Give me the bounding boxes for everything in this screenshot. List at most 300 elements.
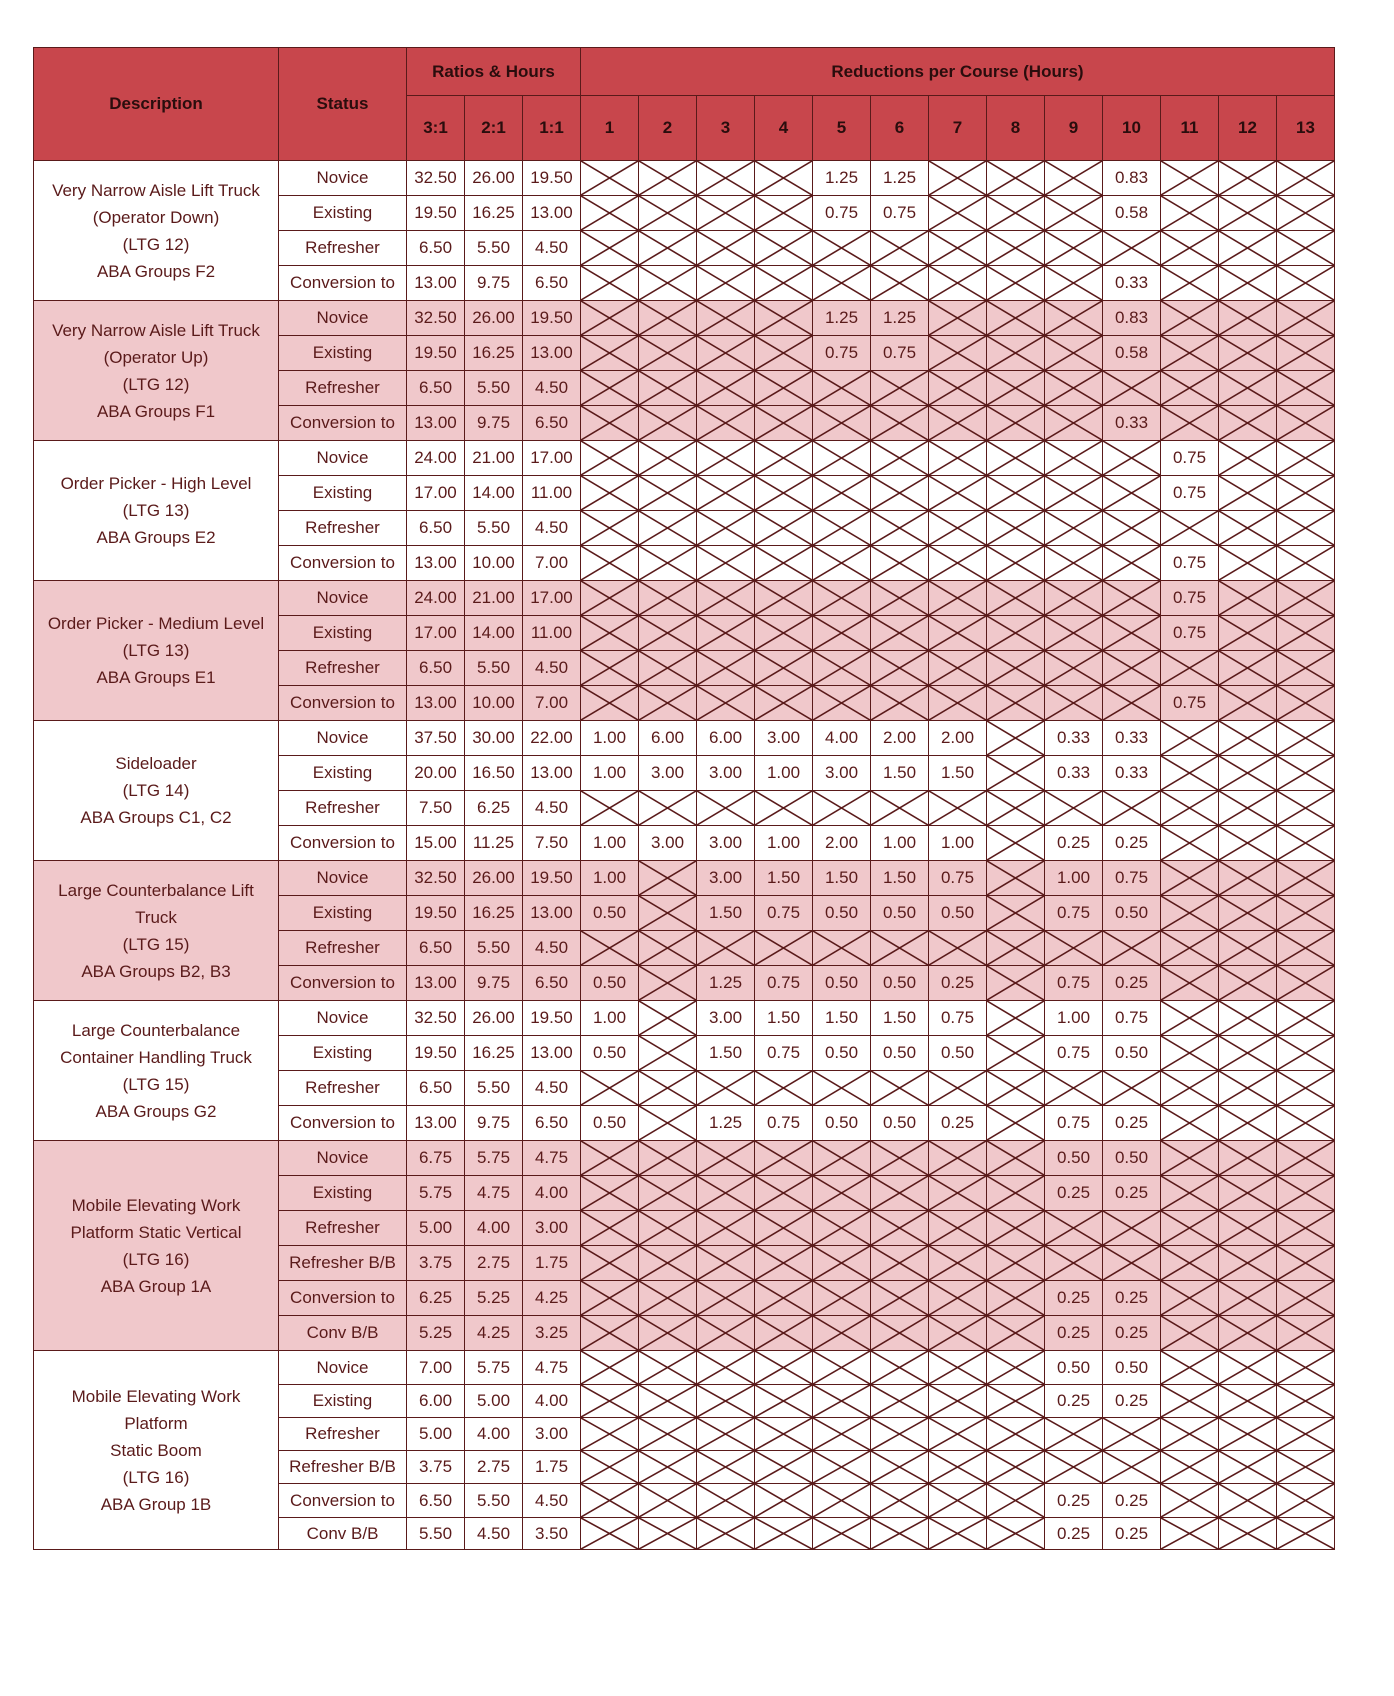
- cross-icon: [697, 1176, 754, 1210]
- ratio-hours-cell: 6.50: [523, 406, 581, 441]
- cross-icon: [639, 161, 696, 195]
- cross-icon: [871, 581, 928, 615]
- description-line: (Operator Up): [103, 347, 209, 367]
- reduction-cell: 1.50: [871, 756, 929, 791]
- cross-icon: [1277, 1351, 1334, 1384]
- ratio-hours-cell: 4.50: [523, 651, 581, 686]
- ratio-hours-cell: 4.50: [523, 1071, 581, 1106]
- not-applicable-cross-icon: [581, 301, 639, 336]
- not-applicable-cross-icon: [1161, 721, 1219, 756]
- not-applicable-cross-icon: [1045, 616, 1103, 651]
- cross-icon: [987, 1211, 1044, 1245]
- ratio-hours-cell: 9.75: [465, 266, 523, 301]
- description-line: Container Handling Truck: [60, 1047, 252, 1067]
- not-applicable-cross-icon: [1219, 966, 1277, 1001]
- cross-icon: [639, 441, 696, 475]
- cross-icon: [871, 616, 928, 650]
- not-applicable-cross-icon: [987, 931, 1045, 966]
- not-applicable-cross-icon: [697, 1518, 755, 1550]
- cross-icon: [581, 476, 638, 510]
- description-line: Very Narrow Aisle Lift Truck: [52, 180, 260, 200]
- not-applicable-cross-icon: [1219, 336, 1277, 371]
- cross-icon: [929, 1211, 986, 1245]
- reduction-cell: 3.00: [639, 826, 697, 861]
- not-applicable-cross-icon: [1103, 546, 1161, 581]
- cross-icon: [639, 616, 696, 650]
- reduction-cell: 0.75: [755, 896, 813, 931]
- cross-icon: [987, 441, 1044, 475]
- not-applicable-cross-icon: [581, 1141, 639, 1176]
- cross-icon: [871, 441, 928, 475]
- not-applicable-cross-icon: [1161, 896, 1219, 931]
- not-applicable-cross-icon: [639, 1316, 697, 1351]
- not-applicable-cross-icon: [1045, 1071, 1103, 1106]
- not-applicable-cross-icon: [871, 1351, 929, 1385]
- ratio-hours-cell: 4.75: [523, 1351, 581, 1385]
- ratio-hours-cell: 6.50: [407, 651, 465, 686]
- not-applicable-cross-icon: [639, 476, 697, 511]
- description-line: Very Narrow Aisle Lift Truck: [52, 320, 260, 340]
- ratio-hours-cell: 16.50: [465, 756, 523, 791]
- not-applicable-cross-icon: [813, 371, 871, 406]
- cross-icon: [929, 546, 986, 580]
- not-applicable-cross-icon: [581, 546, 639, 581]
- cross-icon: [1045, 161, 1102, 195]
- not-applicable-cross-icon: [1277, 1518, 1335, 1550]
- not-applicable-cross-icon: [871, 266, 929, 301]
- cross-icon: [639, 1281, 696, 1315]
- ratio-hours-cell: 21.00: [465, 581, 523, 616]
- reduction-cell: 0.25: [1103, 1176, 1161, 1211]
- reduction-cell: 1.00: [755, 756, 813, 791]
- not-applicable-cross-icon: [1277, 1106, 1335, 1141]
- cross-icon: [813, 1518, 870, 1549]
- cross-icon: [813, 686, 870, 720]
- cross-icon: [987, 1418, 1044, 1450]
- ratio-hours-cell: 4.75: [523, 1141, 581, 1176]
- status-cell: Existing: [279, 1385, 407, 1418]
- cross-icon: [871, 1141, 928, 1175]
- not-applicable-cross-icon: [1103, 1451, 1161, 1484]
- cross-icon: [813, 441, 870, 475]
- not-applicable-cross-icon: [1161, 1451, 1219, 1484]
- cross-icon: [1045, 686, 1102, 720]
- cross-icon: [581, 1281, 638, 1315]
- cross-icon: [755, 1281, 812, 1315]
- not-applicable-cross-icon: [755, 336, 813, 371]
- not-applicable-cross-icon: [813, 1281, 871, 1316]
- equipment-description: [34, 1351, 279, 1550]
- cross-icon: [1045, 336, 1102, 370]
- not-applicable-cross-icon: [639, 266, 697, 301]
- not-applicable-cross-icon: [929, 161, 987, 196]
- not-applicable-cross-icon: [1219, 791, 1277, 826]
- not-applicable-cross-icon: [639, 301, 697, 336]
- cross-icon: [1219, 336, 1276, 370]
- not-applicable-cross-icon: [813, 1071, 871, 1106]
- cross-icon: [639, 1451, 696, 1483]
- not-applicable-cross-icon: [639, 406, 697, 441]
- cross-icon: [639, 476, 696, 510]
- cross-icon: [581, 441, 638, 475]
- table-row: [34, 161, 1335, 196]
- cross-icon: [1219, 581, 1276, 615]
- not-applicable-cross-icon: [1219, 1176, 1277, 1211]
- header-course-9: 9: [1045, 96, 1103, 161]
- cross-icon: [987, 1316, 1044, 1350]
- cross-icon: [1219, 826, 1276, 860]
- cross-icon: [755, 161, 812, 195]
- cross-icon: [1161, 1351, 1218, 1384]
- cross-icon: [1277, 1071, 1334, 1105]
- cross-icon: [1277, 1036, 1334, 1070]
- not-applicable-cross-icon: [1161, 861, 1219, 896]
- cross-icon: [813, 1316, 870, 1350]
- cross-icon: [929, 1141, 986, 1175]
- not-applicable-cross-icon: [929, 406, 987, 441]
- cross-icon: [639, 1518, 696, 1549]
- ratio-hours-cell: 13.00: [407, 1106, 465, 1141]
- cross-icon: [1277, 266, 1334, 300]
- cross-icon: [697, 511, 754, 545]
- cross-icon: [697, 476, 754, 510]
- cross-icon: [1219, 686, 1276, 720]
- cross-icon: [871, 371, 928, 405]
- cross-icon: [1161, 1281, 1218, 1315]
- not-applicable-cross-icon: [929, 1385, 987, 1418]
- ratio-hours-cell: 5.75: [465, 1141, 523, 1176]
- reduction-cell: 0.50: [581, 966, 639, 1001]
- cross-icon: [1161, 1211, 1218, 1245]
- not-applicable-cross-icon: [581, 1176, 639, 1211]
- not-applicable-cross-icon: [813, 511, 871, 546]
- ratio-hours-cell: 4.50: [523, 791, 581, 826]
- ratio-hours-cell: 3.50: [523, 1518, 581, 1550]
- not-applicable-cross-icon: [1045, 1246, 1103, 1281]
- cross-icon: [697, 1484, 754, 1517]
- ratio-hours-cell: 37.50: [407, 721, 465, 756]
- cross-icon: [1219, 966, 1276, 1000]
- not-applicable-cross-icon: [755, 686, 813, 721]
- not-applicable-cross-icon: [1103, 476, 1161, 511]
- cross-icon: [581, 1211, 638, 1245]
- not-applicable-cross-icon: [1219, 231, 1277, 266]
- cross-icon: [1103, 476, 1160, 510]
- ratio-hours-cell: 7.50: [523, 826, 581, 861]
- not-applicable-cross-icon: [755, 1246, 813, 1281]
- status-cell: Conversion to: [279, 686, 407, 721]
- not-applicable-cross-icon: [1219, 756, 1277, 791]
- description-line: ABA Groups E1: [96, 668, 216, 687]
- cross-icon: [1045, 511, 1102, 545]
- header-course-10: 10: [1103, 96, 1161, 161]
- cross-icon: [1277, 686, 1334, 720]
- not-applicable-cross-icon: [1277, 896, 1335, 931]
- not-applicable-cross-icon: [1103, 441, 1161, 476]
- cross-icon: [1219, 756, 1276, 790]
- not-applicable-cross-icon: [697, 406, 755, 441]
- cross-icon: [1219, 1451, 1276, 1483]
- cross-icon: [1277, 966, 1334, 1000]
- not-applicable-cross-icon: [813, 686, 871, 721]
- not-applicable-cross-icon: [929, 581, 987, 616]
- status-cell: Conversion to: [279, 546, 407, 581]
- cross-icon: [1045, 301, 1102, 335]
- reduction-cell: 0.75: [1161, 441, 1219, 476]
- reduction-cell: 0.75: [1045, 1036, 1103, 1071]
- description-line: Platform: [124, 1413, 188, 1433]
- not-applicable-cross-icon: [1219, 686, 1277, 721]
- not-applicable-cross-icon: [871, 441, 929, 476]
- cross-icon: [697, 266, 754, 300]
- not-applicable-cross-icon: [1161, 231, 1219, 266]
- cross-icon: [987, 931, 1044, 965]
- not-applicable-cross-icon: [987, 1418, 1045, 1451]
- not-applicable-cross-icon: [1219, 301, 1277, 336]
- cross-icon: [1045, 1211, 1102, 1245]
- not-applicable-cross-icon: [639, 1036, 697, 1071]
- description-line: (LTG 16): [122, 1249, 190, 1269]
- reduction-cell: 0.50: [1045, 1141, 1103, 1176]
- reduction-cell: 0.33: [1045, 756, 1103, 791]
- ratio-hours-cell: 5.50: [407, 1518, 465, 1550]
- reduction-cell: 1.25: [871, 161, 929, 196]
- not-applicable-cross-icon: [639, 651, 697, 686]
- cross-icon: [1219, 791, 1276, 825]
- cross-icon: [1045, 791, 1102, 825]
- cross-icon: [1045, 616, 1102, 650]
- not-applicable-cross-icon: [1219, 1418, 1277, 1451]
- not-applicable-cross-icon: [987, 1211, 1045, 1246]
- cross-icon: [639, 371, 696, 405]
- not-applicable-cross-icon: [697, 371, 755, 406]
- not-applicable-cross-icon: [813, 476, 871, 511]
- not-applicable-cross-icon: [987, 196, 1045, 231]
- not-applicable-cross-icon: [1219, 581, 1277, 616]
- not-applicable-cross-icon: [755, 1281, 813, 1316]
- not-applicable-cross-icon: [1161, 826, 1219, 861]
- not-applicable-cross-icon: [813, 546, 871, 581]
- not-applicable-cross-icon: [929, 266, 987, 301]
- cross-icon: [1277, 616, 1334, 650]
- not-applicable-cross-icon: [581, 1211, 639, 1246]
- not-applicable-cross-icon: [1103, 1071, 1161, 1106]
- not-applicable-cross-icon: [1277, 1001, 1335, 1036]
- description-line: (LTG 15): [122, 934, 190, 954]
- description-line: ABA Groups E2: [96, 528, 216, 547]
- not-applicable-cross-icon: [1161, 511, 1219, 546]
- ratio-hours-cell: 3.00: [523, 1418, 581, 1451]
- header-course-4: 4: [755, 96, 813, 161]
- cross-icon: [813, 581, 870, 615]
- not-applicable-cross-icon: [581, 406, 639, 441]
- not-applicable-cross-icon: [697, 616, 755, 651]
- cross-icon: [987, 1351, 1044, 1384]
- cross-icon: [1161, 1418, 1218, 1450]
- not-applicable-cross-icon: [697, 1451, 755, 1484]
- cross-icon: [1161, 371, 1218, 405]
- reduction-cell: 3.00: [639, 756, 697, 791]
- not-applicable-cross-icon: [697, 686, 755, 721]
- cross-icon: [1103, 1211, 1160, 1245]
- ratio-hours-cell: 32.50: [407, 861, 465, 896]
- not-applicable-cross-icon: [697, 1071, 755, 1106]
- reduction-cell: 0.75: [1161, 686, 1219, 721]
- ratio-hours-cell: 32.50: [407, 161, 465, 196]
- ratio-hours-cell: 13.00: [523, 756, 581, 791]
- not-applicable-cross-icon: [755, 266, 813, 301]
- cross-icon: [1161, 896, 1218, 930]
- not-applicable-cross-icon: [1277, 861, 1335, 896]
- ratio-hours-cell: 15.00: [407, 826, 465, 861]
- not-applicable-cross-icon: [929, 931, 987, 966]
- not-applicable-cross-icon: [871, 616, 929, 651]
- header-course-6: 6: [871, 96, 929, 161]
- cross-icon: [1219, 1484, 1276, 1517]
- reduction-cell: 1.00: [1045, 1001, 1103, 1036]
- cross-icon: [581, 791, 638, 825]
- cross-icon: [813, 1351, 870, 1384]
- cross-icon: [987, 581, 1044, 615]
- cross-icon: [871, 1246, 928, 1280]
- not-applicable-cross-icon: [871, 931, 929, 966]
- cross-icon: [1277, 1246, 1334, 1280]
- not-applicable-cross-icon: [1103, 686, 1161, 721]
- cross-icon: [1219, 1418, 1276, 1450]
- cross-icon: [1161, 1518, 1218, 1549]
- cross-icon: [697, 196, 754, 230]
- not-applicable-cross-icon: [1277, 196, 1335, 231]
- cross-icon: [987, 686, 1044, 720]
- not-applicable-cross-icon: [697, 336, 755, 371]
- status-cell: Refresher: [279, 651, 407, 686]
- not-applicable-cross-icon: [1277, 1246, 1335, 1281]
- cross-icon: [639, 1246, 696, 1280]
- ratio-hours-cell: 6.00: [407, 1385, 465, 1418]
- reduction-cell: 1.25: [697, 966, 755, 1001]
- not-applicable-cross-icon: [1161, 1036, 1219, 1071]
- cross-icon: [813, 651, 870, 685]
- cross-icon: [755, 511, 812, 545]
- status-cell: Novice: [279, 861, 407, 896]
- cross-icon: [1045, 651, 1102, 685]
- reduction-cell: 0.33: [1045, 721, 1103, 756]
- not-applicable-cross-icon: [987, 1518, 1045, 1550]
- reduction-cell: 1.50: [755, 1001, 813, 1036]
- cross-icon: [697, 1281, 754, 1315]
- not-applicable-cross-icon: [639, 1451, 697, 1484]
- not-applicable-cross-icon: [755, 1418, 813, 1451]
- not-applicable-cross-icon: [697, 1418, 755, 1451]
- not-applicable-cross-icon: [1103, 1418, 1161, 1451]
- not-applicable-cross-icon: [987, 896, 1045, 931]
- ratio-hours-cell: 17.00: [407, 616, 465, 651]
- not-applicable-cross-icon: [1277, 826, 1335, 861]
- not-applicable-cross-icon: [697, 1211, 755, 1246]
- not-applicable-cross-icon: [1045, 791, 1103, 826]
- cross-icon: [1161, 196, 1218, 230]
- header-course-1: 1: [581, 96, 639, 161]
- reductions-table-container: [33, 47, 1335, 1550]
- not-applicable-cross-icon: [697, 581, 755, 616]
- not-applicable-cross-icon: [697, 1176, 755, 1211]
- ratio-hours-cell: 13.00: [407, 406, 465, 441]
- not-applicable-cross-icon: [813, 406, 871, 441]
- cross-icon: [581, 231, 638, 265]
- reduction-cell: 0.50: [929, 1036, 987, 1071]
- status-cell: Conversion to: [279, 1484, 407, 1518]
- not-applicable-cross-icon: [755, 406, 813, 441]
- status-cell: Novice: [279, 1001, 407, 1036]
- not-applicable-cross-icon: [1219, 406, 1277, 441]
- not-applicable-cross-icon: [1161, 196, 1219, 231]
- ratio-hours-cell: 10.00: [465, 686, 523, 721]
- header-course-12: 12: [1219, 96, 1277, 161]
- not-applicable-cross-icon: [929, 1281, 987, 1316]
- cross-icon: [929, 1484, 986, 1517]
- cross-icon: [813, 1176, 870, 1210]
- cross-icon: [1219, 651, 1276, 685]
- not-applicable-cross-icon: [1161, 931, 1219, 966]
- not-applicable-cross-icon: [871, 1176, 929, 1211]
- reduction-cell: 0.50: [1103, 1141, 1161, 1176]
- cross-icon: [987, 1518, 1044, 1549]
- not-applicable-cross-icon: [1045, 1418, 1103, 1451]
- cross-icon: [813, 1071, 870, 1105]
- reduction-cell: 0.75: [929, 861, 987, 896]
- reduction-cell: 3.00: [697, 826, 755, 861]
- cross-icon: [1277, 861, 1334, 895]
- status-cell: Novice: [279, 441, 407, 476]
- cross-icon: [1161, 1451, 1218, 1483]
- ratio-hours-cell: 5.25: [465, 1281, 523, 1316]
- cross-icon: [929, 1071, 986, 1105]
- reduction-cell: 0.25: [1045, 1316, 1103, 1351]
- not-applicable-cross-icon: [639, 511, 697, 546]
- cross-icon: [755, 1451, 812, 1483]
- table-row: [34, 721, 1335, 756]
- description-line: ABA Groups G2: [95, 1101, 217, 1121]
- cross-icon: [697, 371, 754, 405]
- cross-icon: [871, 686, 928, 720]
- cross-icon: [987, 511, 1044, 545]
- ratio-hours-cell: 7.00: [523, 546, 581, 581]
- cross-icon: [1219, 1001, 1276, 1035]
- not-applicable-cross-icon: [1219, 1316, 1277, 1351]
- ratio-hours-cell: 4.50: [523, 931, 581, 966]
- cross-icon: [929, 651, 986, 685]
- reduction-cell: 1.25: [813, 161, 871, 196]
- cross-icon: [987, 336, 1044, 370]
- equipment-description: [34, 861, 279, 1001]
- cross-icon: [1219, 1036, 1276, 1070]
- not-applicable-cross-icon: [1219, 1351, 1277, 1385]
- status-cell: Refresher: [279, 1418, 407, 1451]
- cross-icon: [871, 266, 928, 300]
- ratio-hours-cell: 6.50: [407, 511, 465, 546]
- cross-icon: [813, 931, 870, 965]
- reduction-cell: 0.50: [581, 896, 639, 931]
- status-cell: Conversion to: [279, 266, 407, 301]
- ratio-hours-cell: 5.75: [407, 1176, 465, 1211]
- cross-icon: [929, 266, 986, 300]
- not-applicable-cross-icon: [1161, 756, 1219, 791]
- not-applicable-cross-icon: [755, 1518, 813, 1550]
- cross-icon: [871, 1451, 928, 1483]
- cross-icon: [813, 266, 870, 300]
- not-applicable-cross-icon: [755, 1211, 813, 1246]
- cross-icon: [1161, 826, 1218, 860]
